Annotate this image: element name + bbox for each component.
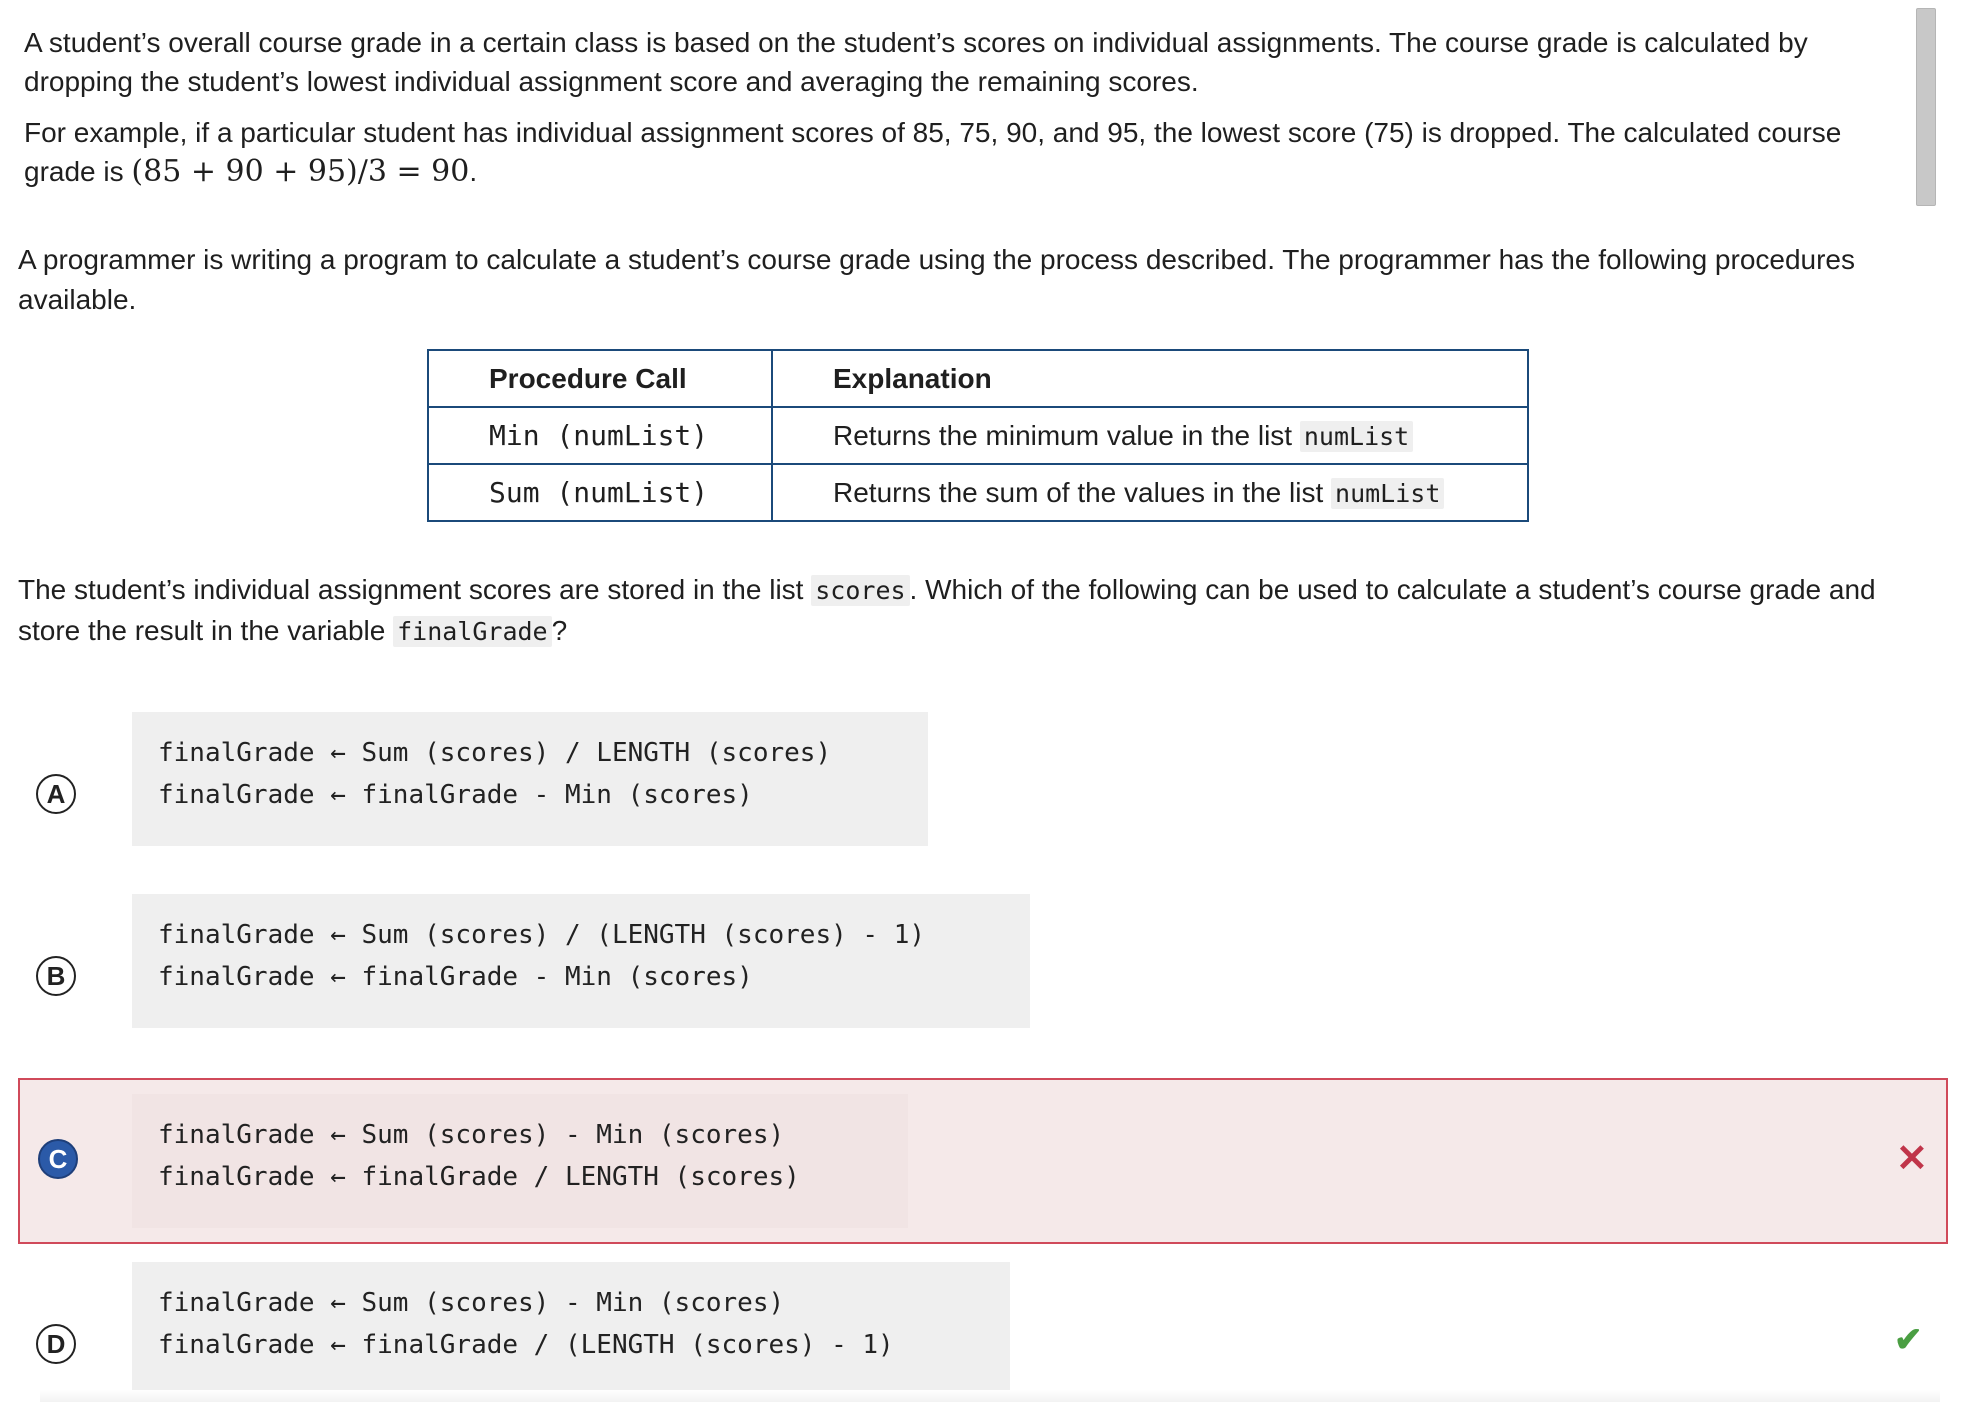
question-text-3: ?: [551, 615, 568, 646]
intro-paragraph-2-end: .: [469, 156, 478, 187]
question-stem: [18, 570, 1938, 652]
option-code-b: [132, 894, 1030, 1028]
table-row: [428, 407, 1528, 464]
explanation-param: numList: [1331, 478, 1444, 509]
scrollbar-thumb[interactable]: [1916, 8, 1936, 206]
option-code-a: [132, 712, 928, 846]
question-code-finalgrade: finalGrade: [393, 616, 552, 647]
code-line: finalGrade ← finalGrade / (LENGTH (scores) - 1): [158, 1330, 894, 1360]
table-cell-explanation: [772, 464, 1528, 521]
procedures-intro: A programmer is writing a program to calculate a student’s course grade using the process described. The programmer has the following procedures available.: [18, 244, 1856, 315]
code-line: finalGrade ← Sum (scores) - Min (scores): [158, 1288, 785, 1318]
code-line: finalGrade ← finalGrade - Min (scores): [158, 962, 753, 992]
incorrect-icon: ✕: [1896, 1138, 1928, 1180]
question-code-scores: scores: [811, 575, 909, 606]
correct-check-icon: ✔: [1894, 1321, 1923, 1359]
procedures-table: [427, 349, 1529, 522]
answer-option-b[interactable]: [18, 892, 1948, 1030]
intro-paragraph-2: [24, 113, 1904, 191]
intro-paragraph-1: A student’s overall course grade in a certain class is based on the student’s scores on individual assignments. The course grade is calculated by dropping the student’s lowest individual assignment score and averaging the remaining scores.: [24, 27, 1808, 97]
table-header-procedure: Procedure Call: [428, 350, 772, 407]
question-text-1: The student’s individual assignment scores are stored in the list: [18, 574, 812, 605]
option-letter-a[interactable]: A: [36, 774, 76, 814]
stimulus-scroll-area[interactable]: [0, 0, 1948, 215]
code-line: finalGrade ← finalGrade - Min (scores): [158, 780, 753, 810]
code-line: finalGrade ← Sum (scores) / LENGTH (scores): [158, 738, 832, 768]
bottom-fade: [40, 1390, 1940, 1402]
code-line: finalGrade ← finalGrade / LENGTH (scores): [158, 1162, 800, 1192]
table-cell-explanation: [772, 407, 1528, 464]
answer-option-d[interactable]: [18, 1262, 1948, 1400]
explanation-text: Returns the sum of the values in the list: [833, 476, 1332, 508]
intro-paragraph-2-text: For example, if a particular student has individual assignment scores of 85, 75, 90, and 95, the lowest score (75) is dropped. The calculated course grade is: [24, 117, 1842, 187]
table-cell-call: Sum (numList): [428, 464, 772, 521]
explanation-param: numList: [1300, 421, 1413, 452]
option-letter-c[interactable]: C: [38, 1139, 78, 1179]
answer-option-a[interactable]: [18, 708, 1948, 848]
table-header-row: [428, 350, 1528, 407]
example-formula: (85 + 90 + 95)/3 = 90: [131, 154, 470, 189]
answer-option-c[interactable]: [18, 1078, 1948, 1244]
question-text-2: . Which of the following can be used to calculate a student’s course grade and store the result in the variable: [18, 574, 1876, 646]
option-code-c: [132, 1094, 908, 1228]
option-code-d: [132, 1262, 1010, 1396]
option-letter-b[interactable]: B: [36, 956, 76, 996]
table-cell-call: Min (numList): [428, 407, 772, 464]
table-row: [428, 464, 1528, 521]
table-header-explanation: Explanation: [772, 350, 1528, 407]
code-line: finalGrade ← Sum (scores) / (LENGTH (scores) - 1): [158, 920, 926, 950]
code-line: finalGrade ← Sum (scores) - Min (scores): [158, 1120, 785, 1150]
explanation-text: Returns the minimum value in the list: [833, 419, 1300, 451]
option-letter-d[interactable]: D: [36, 1324, 76, 1364]
